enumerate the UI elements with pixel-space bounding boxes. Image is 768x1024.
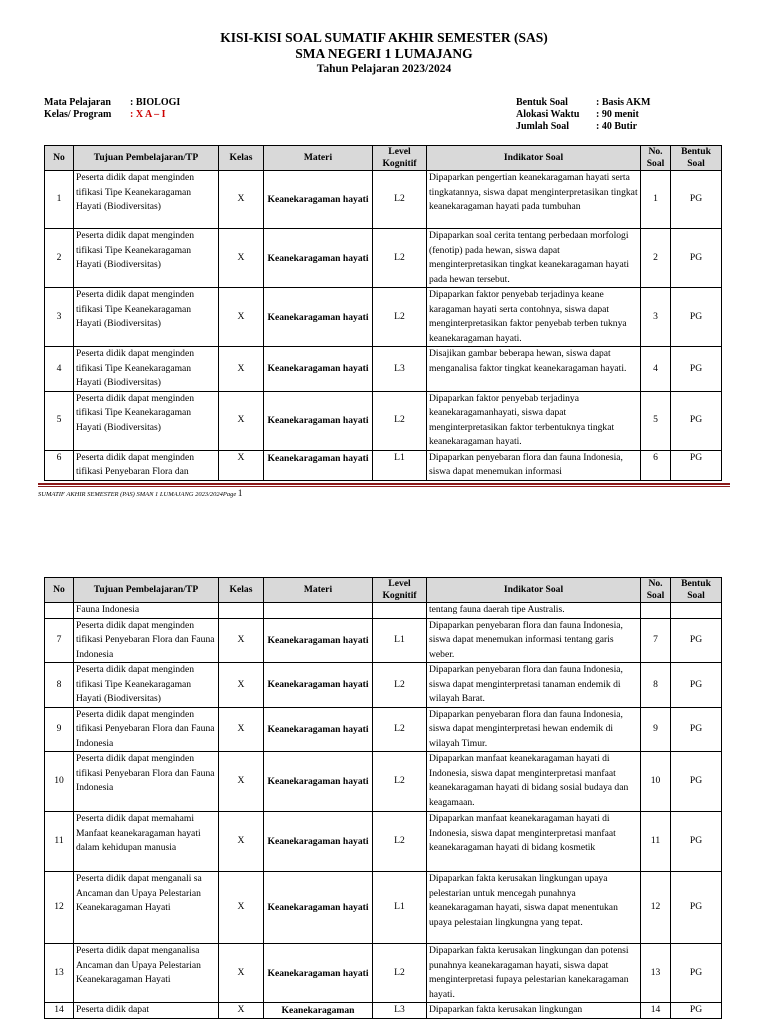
cell-nosoal: 3 xyxy=(641,288,671,347)
cell-kelas: X xyxy=(219,812,264,872)
cell-kelas: X xyxy=(219,347,264,392)
cell-indikator: Dipaparkan penyebaran flora dan fauna Indonesia, siswa dapat menginterpretasi tanaman endemik di wilayah Barat. xyxy=(427,663,641,708)
cell-nosoal: 12 xyxy=(641,872,671,944)
col-level: Level Kognitif xyxy=(373,146,427,171)
cell-bentuk xyxy=(671,603,722,619)
cell-kelas: X xyxy=(219,1003,264,1019)
cell-indikator: Dipaparkan fakta kerusakan lingkungan dan potensi punahnya keanekaragaman hayati, siswa dapat menginterpretasi fupaya pelestarian kanekaragaman hayati. xyxy=(427,944,641,1003)
cell-bentuk: PG xyxy=(671,347,722,392)
cell-bentuk: PG xyxy=(671,229,722,288)
cell-materi: Keanekaragaman hayati xyxy=(264,752,373,812)
cell-tp: Peserta didik dapat menginden tifikasi Penyebaran Flora dan Fauna Indonesia xyxy=(74,618,219,663)
cell-no: 13 xyxy=(45,944,74,1003)
blueprint-table-page-2 xyxy=(44,577,722,1019)
cell-materi: Keanekaragaman hayati xyxy=(264,171,373,229)
academic-year: Tahun Pelajaran 2023/2024 xyxy=(316,63,452,75)
subject-value: : BIOLOGI xyxy=(130,97,181,108)
table-row xyxy=(45,1003,722,1019)
col-tp: Tujuan Pembelajaran/TP xyxy=(74,578,219,603)
col-level: Level Kognitif xyxy=(373,578,427,603)
format-value: : Basis AKM xyxy=(596,97,651,108)
cell-tp: Peserta didik dapat menginden tifikasi Penyebaran Flora dan xyxy=(74,450,219,480)
cell-materi: Keanekaragaman hayati xyxy=(264,872,373,944)
cell-kelas: X xyxy=(219,171,264,229)
cell-tp: Fauna Indonesia xyxy=(74,603,219,619)
cell-level: L1 xyxy=(373,618,427,663)
cell-nosoal: 7 xyxy=(641,618,671,663)
col-bentuk: Bentuk Soal xyxy=(671,578,722,603)
cell-nosoal xyxy=(641,603,671,619)
cell-kelas: X xyxy=(219,944,264,1003)
cell-materi: Keanekaragaman hayati xyxy=(264,347,373,392)
cell-no xyxy=(45,603,74,619)
cell-nosoal: 6 xyxy=(641,450,671,480)
cell-kelas: X xyxy=(219,707,264,752)
cell-indikator: Disajikan gambar beberapa hewan, siswa dapat menganalisa faktor tingkat keanekaragaman hayati. xyxy=(427,347,641,392)
col-nosoal: No. Soal xyxy=(641,146,671,171)
cell-indikator: Dipaparkan fakta kerusakan lingkungan upaya pelestarian untuk mencegah punahnya keanekaragaman hayati, siswa dapat menentukan upaya pelestaian lingkungna yang tepat. xyxy=(427,872,641,944)
cell-indikator: Dipaparkan faktor penyebab terjadinya keanekaragamanhayati, siswa dapat menginterpretasikan faktor terbentuknya tingkat keanekaragaman hayati. xyxy=(427,391,641,450)
cell-bentuk: PG xyxy=(671,663,722,708)
table-row xyxy=(45,812,722,872)
cell-indikator: Dipaparkan pengertian keanekaragaman hayati serta tingkatannya, siswa dapat menginterpretasikan tingkat keanekaragaman hayati pada tumbuhan xyxy=(427,171,641,229)
table-row xyxy=(45,288,722,347)
col-no: No xyxy=(45,146,74,171)
table-row xyxy=(45,391,722,450)
cell-kelas: X xyxy=(219,229,264,288)
cell-level: L2 xyxy=(373,288,427,347)
col-no: No xyxy=(45,578,74,603)
cell-level: L2 xyxy=(373,812,427,872)
cell-kelas: X xyxy=(219,450,264,480)
cell-materi xyxy=(264,603,373,619)
cell-bentuk: PG xyxy=(671,944,722,1003)
cell-tp: Peserta didik dapat menginden tifikasi Tipe Keanekaragaman Hayati (Biodiversitas) xyxy=(74,663,219,708)
cell-level: L2 xyxy=(373,944,427,1003)
cell-level: L1 xyxy=(373,450,427,480)
table-row xyxy=(45,450,722,480)
cell-bentuk: PG xyxy=(671,752,722,812)
table-row xyxy=(45,663,722,708)
col-materi: Materi xyxy=(264,146,373,171)
cell-materi: Keanekaragaman hayati xyxy=(264,288,373,347)
cell-tp: Peserta didik dapat menganalisa Ancaman dan Upaya Pelestarian Keanekaragaman Hayati xyxy=(74,944,219,1003)
cell-no: 9 xyxy=(45,707,74,752)
cell-no: 6 xyxy=(45,450,74,480)
format-label: Bentuk Soal xyxy=(516,97,568,108)
cell-nosoal: 10 xyxy=(641,752,671,812)
cell-level: L3 xyxy=(373,347,427,392)
cell-kelas: X xyxy=(219,872,264,944)
cell-materi: Keanekaragaman xyxy=(264,1003,373,1019)
cell-indikator: Dipaparkan manfaat keanekaragaman hayati di Indonesia, siswa dapat menginterpretasi manfaat keanekaragaman hayati di bidang kosmetik xyxy=(427,812,641,872)
count-label: Jumlah Soal xyxy=(516,121,570,132)
cell-level: L2 xyxy=(373,752,427,812)
cell-tp: Peserta didik dapat menginden tifikasi Tipe Keanekaragaman Hayati (Biodiversitas) xyxy=(74,391,219,450)
cell-indikator: Dipaparkan manfaat keanekaragaman hayati di Indonesia, siswa dapat menginterpretasi manfaat keanekaragaman hayati di bidang sosial budaya dan keagamaan. xyxy=(427,752,641,812)
table-row xyxy=(45,229,722,288)
cell-materi: Keanekaragaman hayati xyxy=(264,944,373,1003)
cell-indikator: Dipaparkan faktor penyebab terjadinya keane karagaman hayati serta contohnya, siswa dapat menginterpretasikan faktor penyebab terben tuknya keanekaragaman hayati. xyxy=(427,288,641,347)
document-page-1 xyxy=(0,0,768,500)
cell-bentuk: PG xyxy=(671,872,722,944)
duration-label: Alokasi Waktu xyxy=(516,109,580,120)
table-row xyxy=(45,707,722,752)
cell-nosoal: 11 xyxy=(641,812,671,872)
page-footer xyxy=(38,488,242,498)
cell-bentuk: PG xyxy=(671,1003,722,1019)
cell-level: L3 xyxy=(373,1003,427,1019)
cell-nosoal: 13 xyxy=(641,944,671,1003)
cell-level: L2 xyxy=(373,391,427,450)
subject-info xyxy=(44,97,180,121)
cell-no: 8 xyxy=(45,663,74,708)
cell-level xyxy=(373,603,427,619)
cell-no: 2 xyxy=(45,229,74,288)
col-materi: Materi xyxy=(264,578,373,603)
col-tp: Tujuan Pembelajaran/TP xyxy=(74,146,219,171)
page-gap xyxy=(0,500,768,520)
cell-indikator: Dipaparkan penyebaran flora dan fauna Indonesia, siswa dapat menginterpretasi hewan endemik di wilayah Timur. xyxy=(427,707,641,752)
cell-tp: Peserta didik dapat menginden tifikasi Tipe Keanekaragaman Hayati (Biodiversitas) xyxy=(74,347,219,392)
cell-level: L2 xyxy=(373,171,427,229)
col-indikator: Indikator Soal xyxy=(427,146,641,171)
table-row xyxy=(45,872,722,944)
cell-bentuk: PG xyxy=(671,618,722,663)
cell-bentuk: PG xyxy=(671,450,722,480)
cell-level: L2 xyxy=(373,229,427,288)
cell-no: 14 xyxy=(45,1003,74,1019)
page-number: 1 xyxy=(237,488,243,498)
cell-nosoal: 14 xyxy=(641,1003,671,1019)
cell-tp: Peserta didik dapat memahami Manfaat keanekaragaman hayati dalam kehidupan manusia xyxy=(74,812,219,872)
school-name: SMA NEGERI 1 LUMAJANG xyxy=(295,46,473,61)
cell-nosoal: 1 xyxy=(641,171,671,229)
cell-materi: Keanekaragaman hayati xyxy=(264,812,373,872)
cell-bentuk: PG xyxy=(671,171,722,229)
cell-nosoal: 9 xyxy=(641,707,671,752)
cell-tp: Peserta didik dapat menginden tifikasi Tipe Keanekaragaman Hayati (Biodiversitas) xyxy=(74,229,219,288)
cell-tp: Peserta didik dapat menginden tifikasi Tipe Keanekaragaman Hayati (Biodiversitas) xyxy=(74,171,219,229)
table-header-row xyxy=(45,578,722,603)
cell-kelas: X xyxy=(219,663,264,708)
cell-kelas: X xyxy=(219,752,264,812)
cell-materi: Keanekaragaman hayati xyxy=(264,707,373,752)
col-kelas: Kelas xyxy=(219,578,264,603)
exam-info xyxy=(516,97,650,133)
cell-tp: Peserta didik dapat menginden tifikasi Penyebaran Flora dan Fauna Indonesia xyxy=(74,707,219,752)
cell-nosoal: 5 xyxy=(641,391,671,450)
cell-no: 10 xyxy=(45,752,74,812)
cell-level: L2 xyxy=(373,663,427,708)
table-body-page-2 xyxy=(45,603,722,1019)
col-bentuk: Bentuk Soal xyxy=(671,146,722,171)
cell-no: 12 xyxy=(45,872,74,944)
cell-bentuk: PG xyxy=(671,288,722,347)
cell-indikator: tentang fauna daerah tipe Australis. xyxy=(427,603,641,619)
cell-nosoal: 2 xyxy=(641,229,671,288)
cell-kelas: X xyxy=(219,618,264,663)
class-label: Kelas/ Program xyxy=(44,109,112,120)
class-value: : X A – I xyxy=(130,109,166,120)
cell-bentuk: PG xyxy=(671,391,722,450)
cell-tp: Peserta didik dapat menganali sa Ancaman dan Upaya Pelestarian Keanekaragaman Hayati xyxy=(74,872,219,944)
table-header-row xyxy=(45,146,722,171)
cell-no: 3 xyxy=(45,288,74,347)
table-row xyxy=(45,618,722,663)
cell-materi: Keanekaragaman hayati xyxy=(264,391,373,450)
count-value: : 40 Butir xyxy=(596,121,638,132)
cell-level: L2 xyxy=(373,707,427,752)
cell-tp: Peserta didik dapat xyxy=(74,1003,219,1019)
document-page-2 xyxy=(0,520,768,1024)
cell-kelas xyxy=(219,603,264,619)
blueprint-table-page-1 xyxy=(44,145,722,481)
cell-indikator: Dipaparkan penyebaran flora dan fauna Indonesia, siswa dapat menemukan informasi tentang garis weber. xyxy=(427,618,641,663)
footer-text: SUMATIF AKHIR SEMESTER (PAS) SMAN 1 LUMAJANG 2023/2024Page xyxy=(38,491,238,498)
cell-tp: Peserta didik dapat menginden tifikasi Penyebaran Flora dan Fauna Indonesia xyxy=(74,752,219,812)
table-row-continued xyxy=(45,603,722,619)
cell-level: L1 xyxy=(373,872,427,944)
table-row xyxy=(45,944,722,1003)
table-row xyxy=(45,752,722,812)
cell-materi: Keanekaragaman hayati xyxy=(264,229,373,288)
cell-indikator: Dipaparkan soal cerita tentang perbedaan morfologi (fenotip) pada hewan, siswa dapat menginterpretasikan tingkat keanekaragaman hayati pada hewan tersebut. xyxy=(427,229,641,288)
cell-no: 4 xyxy=(45,347,74,392)
col-indikator: Indikator Soal xyxy=(427,578,641,603)
cell-no: 1 xyxy=(45,171,74,229)
cell-bentuk: PG xyxy=(671,707,722,752)
cell-nosoal: 4 xyxy=(641,347,671,392)
footer-rule-thin xyxy=(38,486,730,487)
cell-materi: Keanekaragaman hayati xyxy=(264,618,373,663)
cell-tp: Peserta didik dapat menginden tifikasi Tipe Keanekaragaman Hayati (Biodiversitas) xyxy=(74,288,219,347)
subject-label: Mata Pelajaran xyxy=(44,97,111,108)
cell-kelas: X xyxy=(219,288,264,347)
table-row xyxy=(45,347,722,392)
col-nosoal: No. Soal xyxy=(641,578,671,603)
cell-bentuk: PG xyxy=(671,812,722,872)
cell-materi: Keanekaragaman hayati xyxy=(264,663,373,708)
footer-rule xyxy=(38,483,730,485)
duration-value: : 90 menit xyxy=(596,109,639,120)
table-body-page-1 xyxy=(45,171,722,481)
cell-kelas: X xyxy=(219,391,264,450)
cell-no: 7 xyxy=(45,618,74,663)
table-row xyxy=(45,171,722,229)
cell-no: 11 xyxy=(45,812,74,872)
cell-no: 5 xyxy=(45,391,74,450)
cell-indikator: Dipaparkan penyebaran flora dan fauna Indonesia, siswa dapat menemukan informasi xyxy=(427,450,641,480)
col-kelas: Kelas xyxy=(219,146,264,171)
cell-materi: Keanekaragaman hayati xyxy=(264,450,373,480)
cell-indikator: Dipaparkan fakta kerusakan lingkungan xyxy=(427,1003,641,1019)
cell-nosoal: 8 xyxy=(641,663,671,708)
document-title: KISI-KISI SOAL SUMATIF AKHIR SEMESTER (SAS) xyxy=(220,30,548,45)
